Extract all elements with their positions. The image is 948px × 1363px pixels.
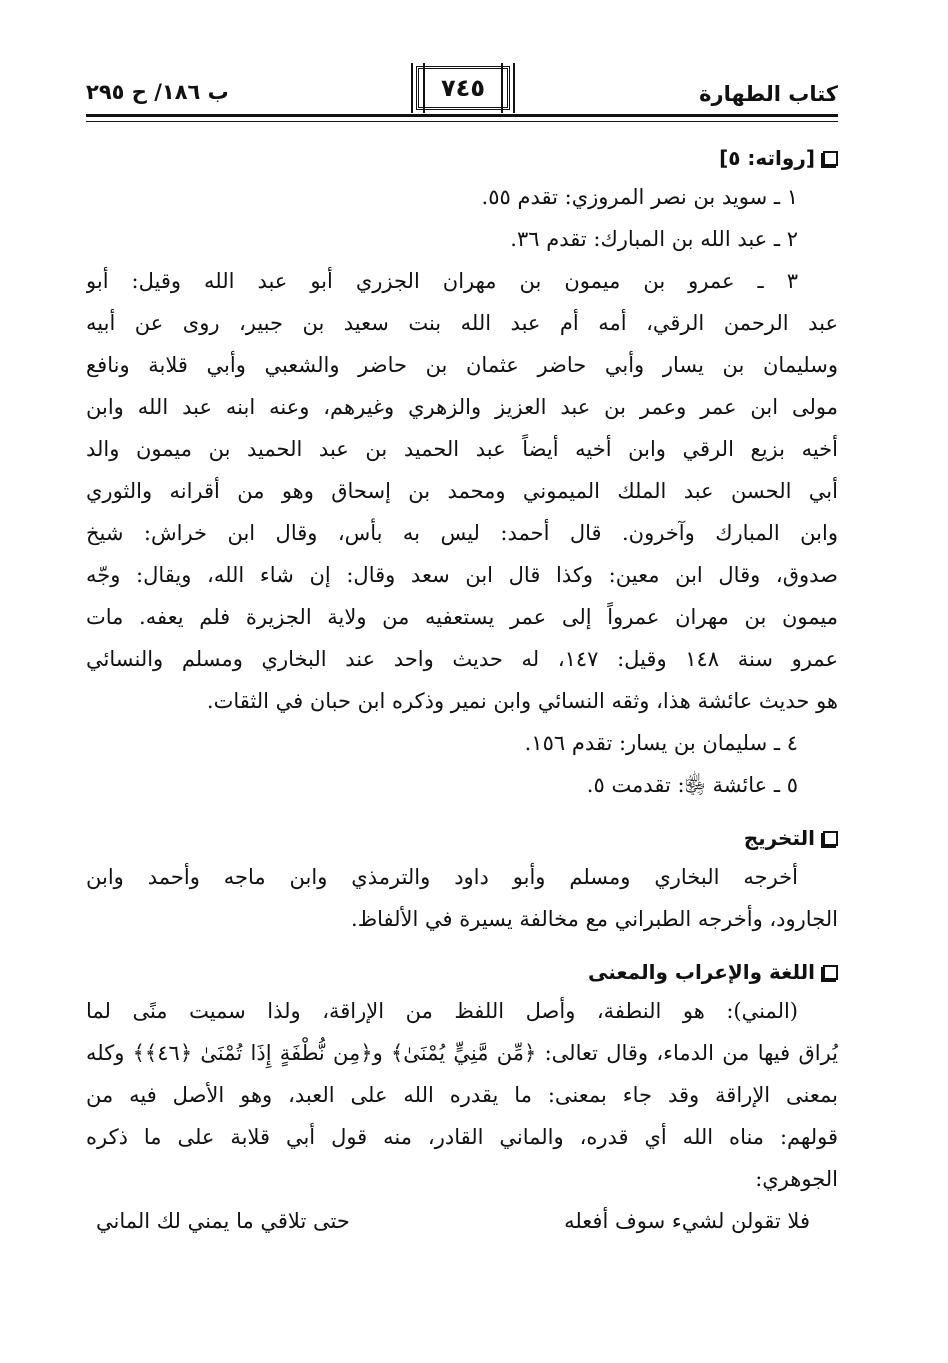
heading-text: [رواته: ٥]	[719, 146, 815, 170]
narrator-line: مولى ابن عمر وعمر بن عبد العزيز والزهري وغيرهم، وعنه ابنه عبد الله وابن	[86, 395, 838, 419]
narrator-line: عبد الرحمن الرقي، أمه أم عبد الله بنت سعيد بن جبير، روى عن أبيه	[86, 311, 838, 335]
square-bullet-icon	[823, 965, 838, 980]
language-line: قولهم: مناه الله أي قدره، والماني القادر، منه قول أبي قلابة على ما ذكره	[86, 1125, 838, 1149]
narrator-line: هو حديث عائشة هذا، وثقه النسائي وابن نمير وذكره ابن حبان في الثقات.	[206, 689, 838, 713]
poem-verse	[86, 1200, 838, 1242]
language-line: (المني): هو النطفة، وأصل اللفظ من الإراقة، ولذا سميت منًى لما	[86, 999, 798, 1023]
narrator-line: أبي الحسن عبد الملك الميموني ومحمد بن إسحاق وهو من أقرانه والثوري	[86, 479, 838, 503]
poem-first-hemistich: فلا تقولن لشيء سوف أفعله	[564, 1209, 810, 1233]
narrator-line: وابن المبارك وآخرون. قال أحمد: ليس به بأس، وقال ابن خراش: شيخ	[86, 521, 838, 545]
square-bullet-icon	[823, 151, 838, 166]
heading-text: اللغة والإعراب والمعنى	[587, 960, 815, 984]
page-body	[86, 140, 838, 1242]
narrator-line: أخيه بزيع الرقي وابن أخيه أيضاً عبد الحميد بن عبد الحميد بن ميمون والد	[86, 437, 838, 461]
narrator-line: وسليمان بن يسار وأبي حاضر عثمان بن حاضر والشعبي وأبي قلابة ونافع	[86, 353, 838, 377]
narrator-line: عمرو سنة ١٤٨ وقيل: ١٤٧، له حديث واحد عند البخاري ومسلم والنسائي	[86, 647, 838, 671]
narrator-line: صدوق، وقال ابن معين: وكذا قال ابن سعد وقال: إن شاء الله، ويقال: وجّه	[86, 563, 838, 587]
header-rule-thick	[86, 114, 838, 117]
section-heading-takhrij	[86, 820, 838, 856]
header-rule-thin	[86, 121, 838, 122]
section-heading-narrators	[86, 140, 838, 176]
narrator-line: ميمون بن مهران عمرواً إلى عمر يستعفيه من ولاية الجزيرة فلم يعفه. مات	[86, 605, 838, 629]
language-line: يُراق فيها من الدماء، وقال تعالى: ﴿مِّن مَّنِيٍّ يُمْنَىٰ﴾ و﴿مِن نُّطْفَةٍ إِذَا تُمْنَىٰ ﴿٤٦﴾﴾ وكله	[86, 1041, 838, 1065]
book-title: كتاب الطهارة	[699, 82, 838, 106]
language-line: بمعنى الإراقة وقد جاء بمعنى: ما يقدره الله على العبد، وهو الأصل فيه من	[86, 1083, 838, 1107]
language-line: الجوهري:	[755, 1167, 838, 1191]
section-heading-language	[86, 954, 838, 990]
takhrij-line: الجارود، وأخرجه الطبراني مع مخالفة يسيرة في الألفاظ.	[351, 907, 838, 931]
takhrij-line: أخرجه البخاري ومسلم وأبو داود والترمذي وابن ماجه وأحمد وابن	[86, 865, 798, 889]
narrator-line: ٢ ـ عبد الله بن المبارك: تقدم ٣٦.	[510, 227, 798, 251]
heading-text: التخريج	[743, 826, 815, 850]
square-bullet-icon	[823, 831, 838, 846]
narrator-line: ٤ ـ سليمان بن يسار: تقدم ١٥٦.	[524, 731, 798, 755]
page-number: ٧٤٥	[416, 66, 510, 110]
narrator-line: ٥ ـ عائشة ﵂: تقدمت ٥.	[586, 773, 798, 797]
narrator-line: ٣ ـ عمرو بن ميمون بن مهران الجزري أبو عبد الله وقيل: أبو	[86, 269, 798, 293]
page-header	[86, 66, 838, 118]
poem-second-hemistich: حتى تلاقي ما يمني لك الماني	[96, 1209, 350, 1233]
narrator-line: ١ ـ سويد بن نصر المروزي: تقدم ٥٥.	[481, 185, 798, 209]
chapter-hadith-reference: ب ١٨٦/ ح ٢٩٥	[86, 80, 229, 104]
